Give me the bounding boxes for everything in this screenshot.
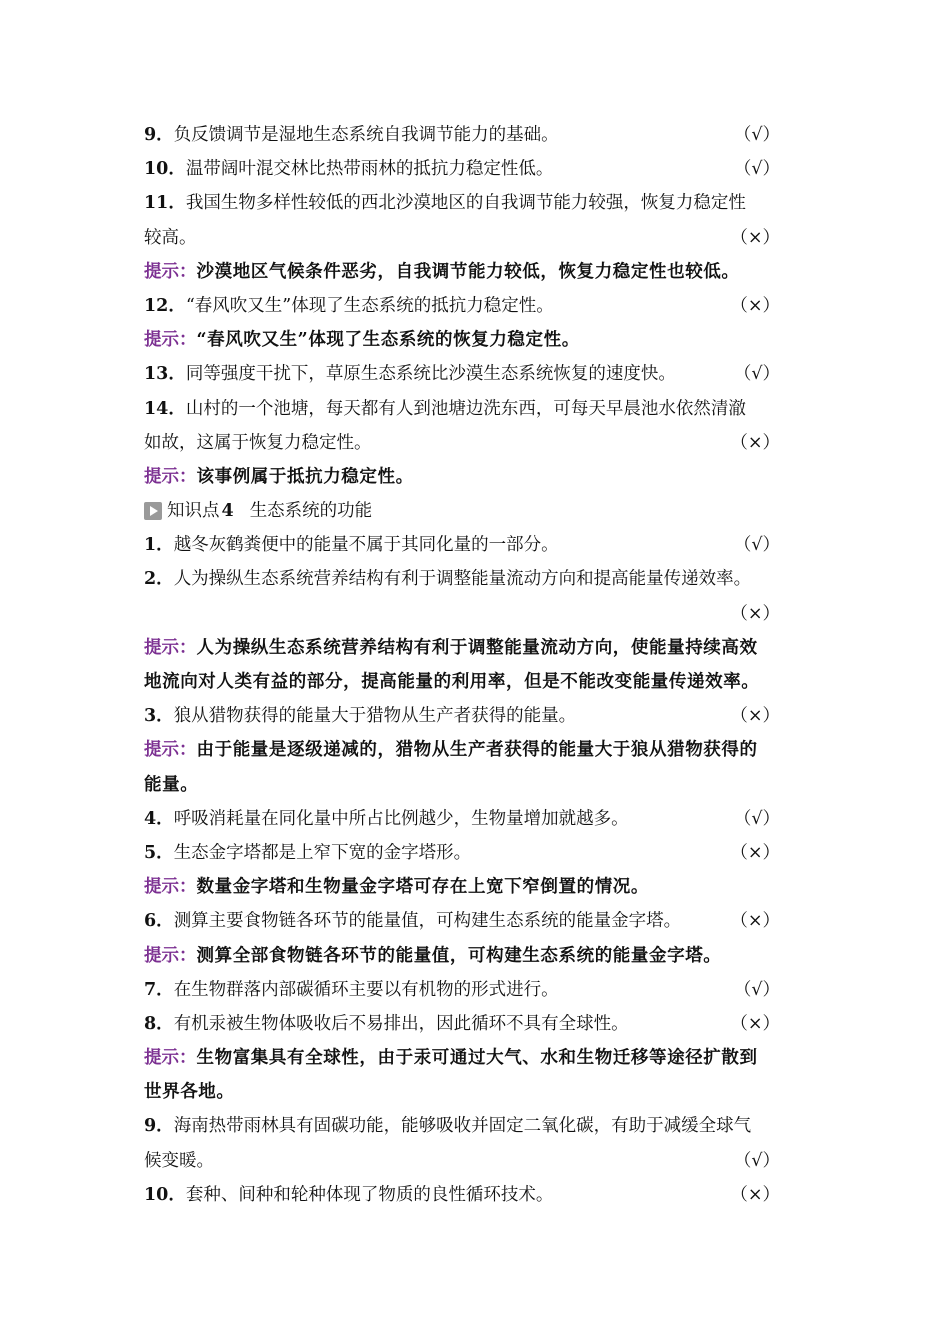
hint-line	[144, 870, 806, 904]
statement-line	[144, 357, 806, 391]
hint-label: 提示：	[144, 261, 197, 282]
answer-mark: （×）	[730, 295, 780, 316]
statement-text: 同等强度干扰下，草原生态系统比沙漠生态系统恢复的速度快。	[185, 364, 676, 385]
statement-number: 7．	[144, 979, 174, 1000]
hint-line	[144, 1041, 806, 1075]
hint-text: 世界各地。	[144, 1082, 235, 1103]
statement-text: “春风吹又生”体现了生态系统的抵抗力稳定性。	[185, 295, 554, 316]
hint-line	[144, 733, 806, 767]
statement-number: 11．	[144, 193, 186, 214]
statement-text: 山村的一个池塘，每天都有人到池塘边洗东西，可每天早晨池水依然清澈	[185, 398, 746, 419]
statement-number: 2．	[144, 569, 174, 590]
answer-mark: （√）	[733, 535, 780, 556]
hint-label: 提示：	[144, 945, 197, 966]
statement-text: 狼从猎物获得的能量大于猎物从生产者获得的能量。	[173, 706, 577, 727]
hint-line	[144, 460, 806, 494]
answer-mark: （√）	[733, 159, 780, 180]
statement-text: 人为操纵生态系统营养结构有利于调整能量流动方向和提高能量传递效率。	[173, 569, 752, 590]
answer-mark: （×）	[730, 706, 780, 727]
play-icon	[144, 502, 162, 520]
document-page	[144, 118, 806, 1212]
statement-text: 我国生物多样性较低的西北沙漠地区的自我调节能力较强，恢复力稳定性	[185, 193, 746, 214]
hint-continuation	[144, 1075, 806, 1109]
statement-text: 生态金字塔都是上窄下宽的金字塔形。	[173, 842, 472, 863]
answer-mark: （×）	[730, 227, 780, 248]
statement-number: 14．	[144, 398, 186, 419]
statement-text: 越冬灰鹤粪便中的能量不属于其同化量的一部分。	[173, 535, 559, 556]
hint-label: 提示：	[144, 1048, 197, 1069]
hint-label: 提示：	[144, 466, 197, 487]
answer-mark: （×）	[730, 842, 780, 863]
statement-line	[144, 152, 806, 186]
statement-line	[144, 186, 806, 220]
statement-continuation	[144, 221, 806, 255]
answer-mark: （√）	[733, 364, 780, 385]
hint-line	[144, 631, 806, 665]
hint-label: 提示：	[144, 877, 197, 898]
statement-number: 1．	[144, 535, 174, 556]
statement-text: 测算主要食物链各环节的能量值，可构建生态系统的能量金字塔。	[173, 911, 682, 932]
hint-text: 由于能量是逐级递减的，猎物从生产者获得的能量大于狼从猎物获得的	[196, 740, 758, 761]
section-number: 4	[221, 501, 234, 522]
answer-mark: （√）	[733, 125, 780, 145]
statement-number: 10．	[144, 1184, 186, 1205]
statement-line	[144, 699, 806, 733]
answer-mark: （×）	[730, 432, 780, 453]
statement-number: 10．	[144, 159, 186, 180]
statement-line	[144, 904, 806, 938]
hint-text: “春风吹又生”体现了生态系统的恢复力稳定性。	[196, 330, 580, 351]
statement-line	[144, 1109, 806, 1143]
statement-number: 6．	[144, 911, 174, 932]
statement-text: 套种、间种和轮种体现了物质的良性循环技术。	[185, 1184, 554, 1205]
statement-number: 5．	[144, 842, 174, 863]
hint-line	[144, 939, 806, 973]
hint-continuation	[144, 665, 806, 699]
statement-text: 如故，这属于恢复力稳定性。	[144, 432, 372, 453]
statement-number: 12．	[144, 295, 186, 316]
hint-text: 生物富集具有全球性，由于汞可通过大气、水和生物迁移等途径扩散到	[196, 1048, 758, 1069]
statement-continuation	[144, 597, 806, 631]
statement-number: 4．	[144, 808, 174, 829]
answer-mark: （×）	[730, 1184, 780, 1205]
statement-continuation	[144, 1144, 806, 1178]
statement-text: 较高。	[144, 227, 197, 248]
hint-line	[144, 255, 806, 289]
statement-line	[144, 836, 806, 870]
hint-text: 地流向对人类有益的部分，提高能量的利用率，但是不能改变能量传递效率。	[144, 672, 760, 692]
hint-text: 数量金字塔和生物量金字塔可存在上宽下窄倒置的情况。	[196, 877, 649, 898]
answer-mark: （×）	[730, 1013, 780, 1034]
hint-label: 提示：	[144, 330, 197, 351]
hint-text: 人为操纵生态系统营养结构有利于调整能量流动方向，使能量持续高效	[196, 637, 758, 658]
hint-label: 提示：	[144, 740, 197, 761]
statement-line	[144, 118, 806, 152]
statement-text: 温带阔叶混交林比热带雨林的抵抗力稳定性低。	[185, 159, 554, 180]
answer-mark: （√）	[733, 808, 780, 829]
answer-mark: （×）	[730, 603, 780, 624]
answer-mark: （√）	[733, 1150, 780, 1171]
statement-line	[144, 1178, 806, 1212]
statement-line	[144, 973, 806, 1007]
hint-label: 提示：	[144, 637, 197, 658]
hint-continuation	[144, 768, 806, 802]
statement-number: 9．	[144, 125, 174, 145]
hint-text: 沙漠地区气候条件恶劣，自我调节能力较低，恢复力稳定性也较低。	[196, 261, 740, 282]
statement-text: 负反馈调节是湿地生态系统自我调节能力的基础。	[173, 125, 559, 145]
statement-line	[144, 392, 806, 426]
statement-line	[144, 562, 806, 596]
section-title: 生态系统的功能	[249, 501, 373, 522]
statement-text: 呼吸消耗量在同化量中所占比例越少，生物量增加就越多。	[173, 808, 629, 829]
section-heading	[144, 494, 806, 528]
statement-number: 13．	[144, 364, 186, 385]
hint-text: 该事例属于抵抗力稳定性。	[196, 466, 414, 487]
statement-line	[144, 289, 806, 323]
statement-line	[144, 1007, 806, 1041]
statement-text: 候变暖。	[144, 1150, 214, 1171]
hint-text: 能量。	[144, 774, 199, 795]
statement-number: 9．	[144, 1116, 174, 1137]
hint-line	[144, 323, 806, 357]
answer-mark: （×）	[730, 911, 780, 932]
statement-continuation	[144, 426, 806, 460]
statement-text: 有机汞被生物体吸收后不易排出，因此循环不具有全球性。	[173, 1013, 629, 1034]
statement-text: 在生物群落内部碳循环主要以有机物的形式进行。	[173, 979, 559, 1000]
answer-mark: （√）	[733, 979, 780, 1000]
section-label: 知识点	[167, 501, 220, 522]
statement-text: 海南热带雨林具有固碳功能，能够吸收并固定二氧化碳，有助于减缓全球气	[173, 1116, 752, 1137]
statement-number: 8．	[144, 1013, 174, 1034]
hint-text: 测算全部食物链各环节的能量值，可构建生态系统的能量金字塔。	[196, 945, 722, 966]
statement-number: 3．	[144, 706, 174, 727]
statement-line	[144, 802, 806, 836]
statement-line	[144, 528, 806, 562]
